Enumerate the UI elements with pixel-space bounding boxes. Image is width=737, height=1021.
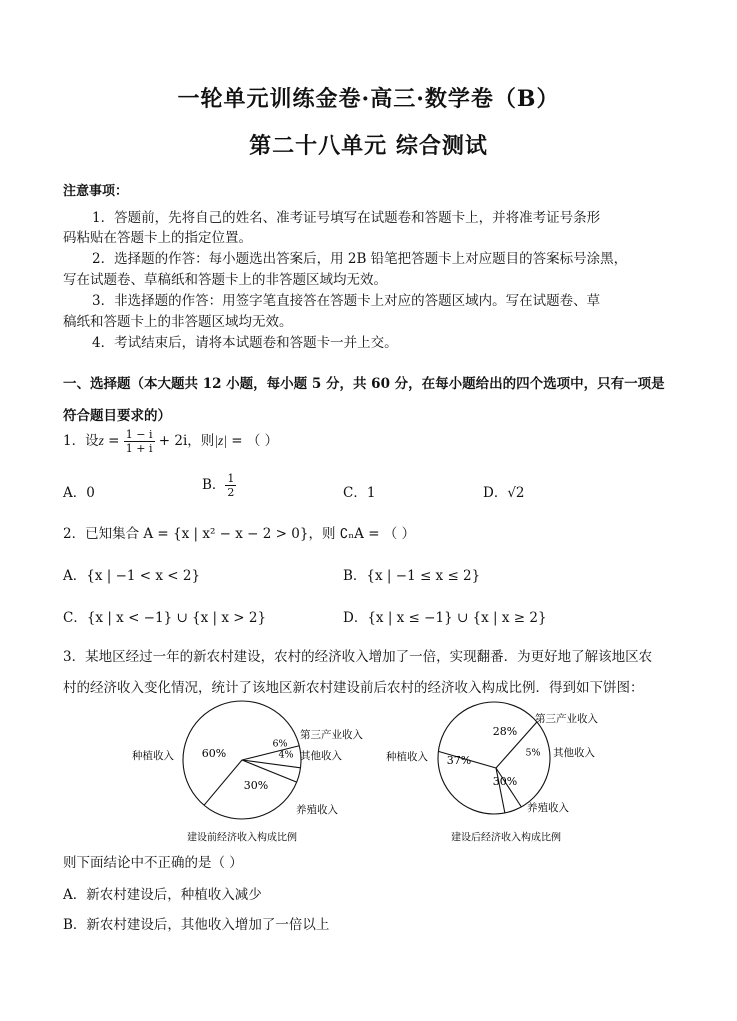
pie-slice-value: 37%: [446, 754, 472, 767]
q1-option-d: D．√2: [483, 485, 525, 501]
pie-chart-title: 建设前经济收入构成比例: [187, 832, 297, 844]
notice-item-4-line1: 4．考试结束后，请将本试题卷和答题卡一并上交。: [92, 335, 398, 351]
pie-slice-label: 养殖收入: [527, 802, 569, 814]
notice-item-2-line2: 写在试题卷、草稿纸和答题卡上的非答题区域均无效。: [63, 272, 387, 288]
q2-option-d: D．{x | x ≤ −1} ∪ {x | x ≥ 2}: [343, 610, 547, 626]
q1-option-b-fraction: [225, 472, 236, 499]
notice-heading: 注意事项：: [63, 184, 129, 199]
q1-plus: + 2i，则: [154, 433, 215, 449]
q2-option-a: A．{x | −1 < x < 2}: [63, 568, 201, 584]
pie-slice-value: 30%: [243, 779, 269, 792]
page-title: 一轮单元训练金卷·高三·数学卷（B）: [177, 86, 560, 112]
pie-slice-value: 5%: [525, 747, 541, 759]
page-subtitle: 第二十八单元 综合测试: [249, 133, 488, 159]
section-heading-line1: 一、选择题（本大题共 12 小题，每小题 5 分，共 60 分，在每小题给出的四个选项中，只有一项是: [63, 376, 665, 392]
q1-abs: |z|: [214, 433, 227, 448]
pie-chart-title: 建设后经济收入构成比例: [451, 832, 561, 844]
pie-chart-before: [132, 701, 363, 844]
q1-prefix: 1．设: [63, 433, 99, 449]
pie-slice-value: 28%: [492, 725, 518, 738]
pie-slice-label: 其他收入: [553, 747, 595, 759]
question-3-line1: 3．某地区经过一年的新农村建设，农村的经济收入增加了一倍，实现翻番．为更好地了解该地区农: [63, 649, 653, 665]
q1-option-b-denominator: 2: [227, 486, 235, 499]
question-3-question: 则下面结论中不正确的是（ ）: [63, 855, 243, 871]
q1-option-a: A．0: [63, 485, 95, 501]
question-1-stem: [63, 428, 278, 455]
notice-item-1-line2: 码粘贴在答题卡上的指定位置。: [63, 230, 252, 246]
q1-eq: =: [103, 433, 124, 449]
notice-item-1-line1: 1．答题前，先将自己的姓名、准考证号填写在试题卷和答题卡上，并将准考证号条形: [92, 210, 601, 226]
pie-charts-figure: [110, 698, 630, 846]
q1-fraction: [124, 428, 155, 455]
q1-suffix: = （ ）: [227, 433, 279, 449]
q1-option-b-numerator: 1: [227, 472, 235, 485]
q1-option-b-label: B．: [202, 477, 226, 493]
pie-slice-label: 种植收入: [132, 750, 174, 762]
q1-fraction-numerator: 1 − i: [125, 428, 153, 441]
pie-slice-label: 种植收入: [386, 751, 428, 763]
notice-item-3-line2: 稿纸和答题卡上的非答题区域均无效。: [63, 314, 293, 330]
q2-option-b: B．{x | −1 ≤ x ≤ 2}: [343, 568, 481, 584]
pie-slice-label: 其他收入: [300, 750, 342, 762]
q1-option-b: [202, 472, 236, 499]
notice-item-2-line1: 2．选择题的作答：每小题选出答案后，用 2B 铅笔把答题卡上对应题目的答案标号涂黑，: [92, 251, 628, 267]
pie-slice-label: 第三产业收入: [300, 729, 363, 741]
q1-fraction-denominator: 1 + i: [125, 442, 153, 455]
section-heading-line2: 符合题目要求的）: [63, 408, 171, 424]
pie-slice-value: 4%: [278, 749, 294, 761]
q3-option-b: B．新农村建设后，其他收入增加了一倍以上: [63, 917, 330, 933]
q3-option-a: A．新农村建设后，种植收入减少: [63, 887, 262, 903]
q1-option-c: C．1: [343, 485, 376, 501]
pie-chart-after: [386, 702, 598, 844]
question-3-line2: 村的经济收入变化情况，统计了该地区新农村建设前后农村的经济收入构成比例．得到如下饼图：: [63, 680, 644, 696]
pie-slice-label: 第三产业收入: [535, 713, 598, 725]
q2-option-c: C．{x | x < −1} ∪ {x | x > 2}: [63, 610, 267, 626]
question-2-stem: 2．已知集合 A = {x | x² − x − 2 > 0}，则 ∁ₙA = （ ）: [63, 526, 416, 542]
pie-slice-boundary: [204, 760, 242, 805]
pie-slice-value: 6%: [272, 738, 288, 750]
pie-slice-value: 60%: [201, 747, 227, 760]
pie-slice-value: 30%: [492, 775, 518, 788]
notice-item-3-line1: 3．非选择题的作答：用签字笔直接答在答题卡上对应的答题区域内。写在试题卷、草: [92, 293, 601, 309]
pie-slice-label: 养殖收入: [296, 804, 338, 816]
q1-z: z: [98, 433, 104, 448]
